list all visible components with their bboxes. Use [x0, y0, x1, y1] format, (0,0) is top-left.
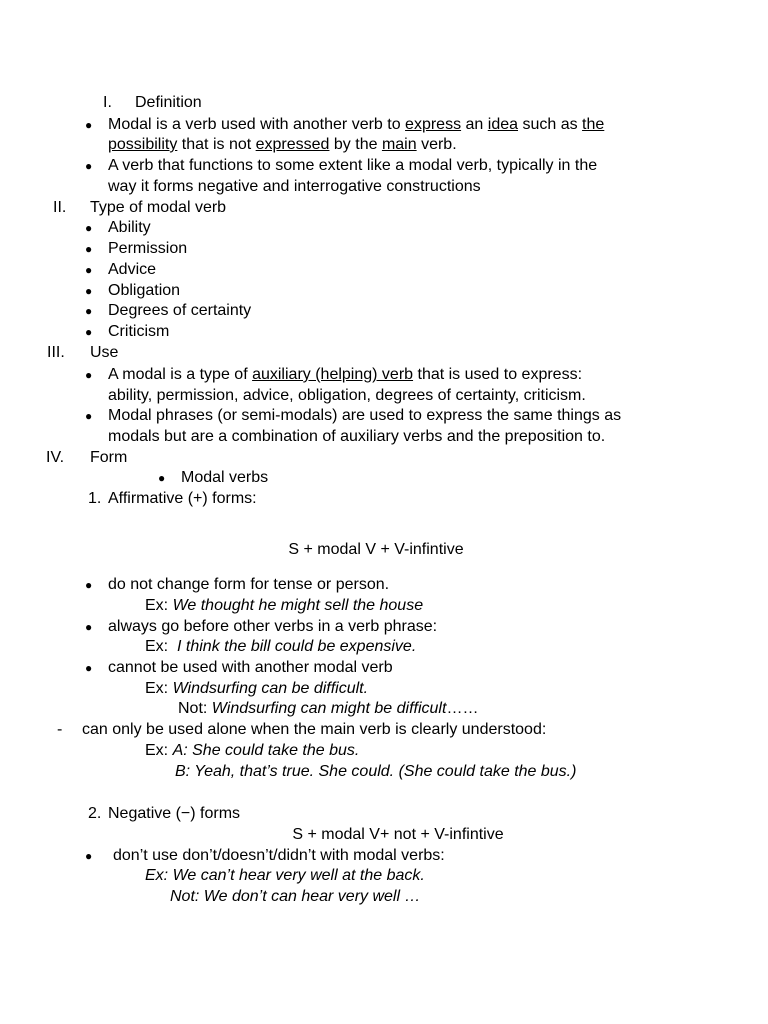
- list-item: Ability: [108, 219, 151, 236]
- example-text: A: She could take the bus.: [172, 742, 360, 759]
- text-span: that is used to express:: [413, 366, 583, 383]
- example-line: [145, 741, 359, 761]
- subheading-modal-verbs: Modal verbs: [181, 469, 269, 486]
- example-label: Ex:: [145, 680, 173, 697]
- text-span: A modal is a type of: [108, 366, 253, 383]
- rule-text: always go before other verbs in a verb phrase:: [108, 618, 438, 635]
- underlined-word: expressed: [255, 136, 330, 153]
- counter-example-text: Windsurfing can might be difficult: [211, 700, 447, 717]
- rule-text: don’t use don’t/doesn’t/didn’t with modal verbs:: [113, 847, 445, 864]
- definition-line: way it forms negative and interrogative constructions: [108, 178, 481, 195]
- bullet-icon: ●: [85, 263, 93, 277]
- example-line: [145, 679, 368, 699]
- list-number: 2.: [88, 805, 102, 822]
- example-label: Ex:: [145, 638, 178, 655]
- example-label: Ex:: [145, 597, 173, 614]
- counter-example-text: Not: We don’t can hear very well …: [170, 888, 421, 905]
- rule-text: cannot be used with another modal verb: [108, 659, 393, 676]
- bullet-icon: ●: [85, 325, 93, 339]
- list-number: 1.: [88, 490, 102, 507]
- ellipsis: ……: [446, 700, 479, 717]
- subheading-affirmative: Affirmative (+) forms:: [108, 490, 257, 507]
- rule-text: do not change form for tense or person.: [108, 576, 390, 593]
- text-span: Modal is a verb used with another verb to: [108, 116, 406, 133]
- subheading-negative: Negative (−) forms: [108, 805, 241, 822]
- text-span: such as: [518, 116, 583, 133]
- example-line: [145, 596, 423, 616]
- bullet-icon: ●: [85, 221, 93, 235]
- section-title-use: Use: [90, 344, 119, 361]
- bullet-icon: ●: [85, 304, 93, 318]
- use-line: modals but are a combination of auxiliary verbs and the preposition to.: [108, 428, 606, 445]
- underlined-word: main: [381, 136, 417, 153]
- bullet-icon: ●: [85, 620, 93, 634]
- example-text: Ex: We can’t hear very well at the back.: [145, 867, 425, 884]
- dash-marker: -: [57, 721, 63, 738]
- list-item: Advice: [108, 261, 157, 278]
- section-title-types: Type of modal verb: [90, 199, 227, 216]
- bullet-icon: ●: [85, 118, 93, 132]
- text-span: by the: [329, 136, 382, 153]
- example-text: We thought he might sell the house: [172, 597, 424, 614]
- bullet-icon: ●: [158, 471, 166, 485]
- formula-negative: S + modal V+ not + V-infintive: [292, 826, 504, 843]
- bullet-icon: ●: [85, 284, 93, 298]
- definition-line: [108, 135, 457, 155]
- definition-line: A verb that functions to some extent like a modal verb, typically in the: [108, 157, 598, 174]
- bullet-icon: ●: [85, 849, 93, 863]
- section-title-definition: Definition: [135, 94, 202, 111]
- bullet-icon: ●: [85, 368, 93, 382]
- use-line: ability, permission, advice, obligation, degrees of certainty, criticism.: [108, 387, 586, 404]
- underlined-word: express: [405, 116, 462, 133]
- example-line: [145, 637, 416, 657]
- list-item: Degrees of certainty: [108, 302, 252, 319]
- example-label: Ex:: [145, 742, 173, 759]
- rule-text: can only be used alone when the main verb is clearly understood:: [82, 721, 547, 738]
- section-number: II.: [53, 199, 67, 216]
- underlined-phrase: auxiliary (helping) verb: [252, 366, 414, 383]
- section-number: IV.: [46, 449, 65, 466]
- text-span: that is not: [177, 136, 256, 153]
- list-item: Obligation: [108, 282, 181, 299]
- bullet-icon: ●: [85, 409, 93, 423]
- use-line: [108, 365, 582, 385]
- bullet-icon: ●: [85, 242, 93, 256]
- formula-affirmative: S + modal V + V-infintive: [288, 541, 464, 558]
- example-text: I think the bill could be expensive.: [177, 638, 417, 655]
- underlined-word: the: [582, 116, 605, 133]
- underlined-word: idea: [487, 116, 519, 133]
- use-line: Modal phrases (or semi-modals) are used to express the same things as: [108, 407, 622, 424]
- list-item: Criticism: [108, 323, 170, 340]
- list-item: Permission: [108, 240, 188, 257]
- section-number: III.: [47, 344, 65, 361]
- bullet-icon: ●: [85, 661, 93, 675]
- example-text: B: Yeah, that’s true. She could. (She could take the bus.): [175, 763, 577, 780]
- section-title-form: Form: [90, 449, 128, 466]
- text-span: verb.: [416, 136, 457, 153]
- not-label: Not:: [178, 700, 212, 717]
- text-span: an: [461, 116, 488, 133]
- bullet-icon: ●: [85, 578, 93, 592]
- example-text: Windsurfing can be difficult.: [172, 680, 369, 697]
- section-number: I.: [103, 94, 112, 111]
- bullet-icon: ●: [85, 159, 93, 173]
- definition-line: [108, 115, 604, 135]
- underlined-word: possibility: [108, 136, 178, 153]
- counter-example-line: [178, 699, 478, 719]
